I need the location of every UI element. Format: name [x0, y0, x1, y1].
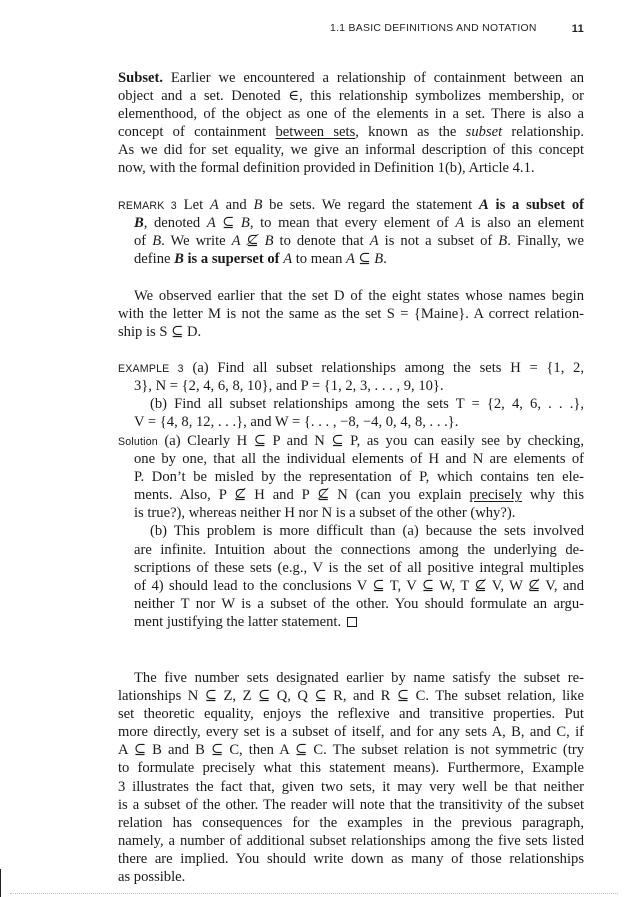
text-line: is true?), whereas neither H nor N is a subset of the other (why?). — [134, 505, 516, 522]
text-line: The five number sets designated earlier by name satisfy the subset re- — [134, 670, 584, 686]
underlined-phrase: between sets — [275, 124, 356, 141]
text: and — [218, 197, 254, 213]
text-line: as possible. — [118, 869, 186, 886]
text-line: As we did for set equality, we give an informal description of this concept — [118, 142, 584, 159]
text: define — [134, 251, 175, 268]
text-line: object and a set. Denoted ∈, this relationship symbolizes membership, or — [118, 88, 584, 105]
math: B — [152, 233, 162, 250]
text-line: with the letter M is not the same as the set S = {Maine}. A correct relation- — [118, 306, 584, 323]
text-line: elementhood, of the object as one of the elements in a set. There is also a — [118, 106, 584, 123]
text-line: (a) Clearly H ⊆ P and N ⊆ P, as you can easily see by checking, — [157, 433, 584, 449]
running-head-title: 1.1 BASIC DEFINITIONS AND NOTATION — [330, 23, 537, 34]
text-line: (b) This problem is more difficult than (a) because the sets involved — [150, 523, 584, 540]
remark-block — [118, 196, 584, 268]
text-line: 3}, N = {2, 4, 6, 8, 10}, and P = {1, 2, 3, . . . , 9, 10}. — [134, 378, 444, 395]
text-line: A ⊆ B and B ⊆ C, then A ⊆ C. The subset relation is not symmetric (try — [118, 742, 584, 759]
text: be sets. We regard the statement — [262, 197, 480, 213]
page-number: 11 — [571, 23, 584, 35]
math: A ⊆ B — [206, 215, 250, 232]
math: B — [174, 251, 184, 268]
text: is not a subset of — [378, 233, 499, 250]
text-line: set theoretic equality, enjoys the reflexive and transitive properties. Put — [118, 706, 584, 723]
math: A — [283, 251, 293, 268]
text-line: We observed earlier that the set D of the eight states whose names begin — [134, 288, 584, 304]
text-line: there are implied. You should write down as many of those relationships — [118, 850, 584, 867]
text-line: now, with the formal definition provided in Definition 1(b), Article 4.1. — [118, 160, 535, 177]
text: , denoted — [143, 215, 207, 232]
bold-term: is a subset of — [488, 197, 584, 213]
text: is also an element — [464, 215, 584, 232]
text-line: to formulate precisely what this statement means). Furthermore, Example — [118, 760, 584, 777]
math: B — [498, 233, 508, 250]
text-line: neither T nor W is a subset of the other. You should formulate an argu- — [134, 595, 584, 612]
italic-term: subset — [465, 124, 503, 141]
math: A — [479, 197, 489, 213]
qed-square-icon — [347, 617, 357, 627]
text-line: (a) Find all subset relationships among the sets H = {1, 2, — [183, 360, 584, 376]
text-line: are infinite. Intuition about the connections among the underlying de- — [134, 541, 584, 558]
example-label: EXAMPLE 3 — [118, 363, 184, 375]
math: B — [134, 215, 144, 232]
remark-label: REMARK 3 — [118, 200, 177, 212]
number-sets-paragraph — [118, 669, 584, 886]
text: , to mean that every element of — [249, 215, 456, 232]
text-line: scriptions of these sets (e.g., V is the set of all positive integral multiples — [134, 559, 584, 576]
text-line: why this — [522, 487, 584, 504]
text: . Finally, we — [507, 233, 584, 250]
underlined-word: precisely — [469, 487, 522, 504]
text-line: is a subset of the other. The reader will note that the transitivity of the subset — [118, 796, 584, 813]
text-line: P. Don’t be misled by the representation of P, which contains ten ele- — [134, 469, 584, 486]
math: A ⊆ B — [346, 251, 384, 268]
text-line: V = {4, 8, 12, . . .}, and W = {. . . , −8, −4, 0, 4, 8, . . .}. — [134, 414, 459, 431]
text: Let — [176, 197, 210, 213]
math: A — [369, 233, 379, 250]
text-line: relation has consequences for the examples in the previous paragraph, — [118, 814, 584, 831]
text-line: lationships N ⊆ Z, Z ⊆ Q, Q ⊆ R, and R ⊆ C. The subset relation, like — [118, 688, 584, 705]
math: A ⊈ B — [231, 233, 274, 250]
text-line: relationship. — [502, 124, 584, 141]
solution-block — [118, 432, 584, 631]
text: to mean — [292, 251, 347, 268]
text-line: concept of containment — [118, 124, 276, 141]
bold-term: is a superset of — [183, 251, 284, 268]
text-line: (b) Find all subset relationships among the sets T = {2, 4, 6, . . .}, — [150, 396, 584, 413]
text-line: more directly, every set is a subset of itself, and for any sets A, B, and C, if — [118, 724, 584, 741]
text-line: Earlier we encountered a relationship of containment between an — [163, 70, 584, 86]
subset-paragraph — [118, 69, 584, 178]
text-line: ship is S ⊆ D. — [118, 324, 202, 341]
text-line: 3 illustrates the fact that, given two sets, it may very well be that neither — [118, 778, 584, 795]
math: A — [209, 197, 219, 213]
text-line: , known as the — [355, 124, 466, 141]
math: B — [253, 197, 263, 213]
example-block — [118, 359, 584, 431]
text: to denote that — [273, 233, 370, 250]
math: A — [455, 215, 465, 232]
text-line: ments. Also, P ⊈ H and P ⊈ N (can you explain — [134, 487, 470, 504]
text-line: one by one, that all the individual elements of H and N are elements of — [134, 451, 584, 468]
subset-heading: Subset. — [118, 70, 164, 86]
text: of — [134, 233, 153, 250]
crop-mark — [0, 869, 8, 897]
scan-edge-line — [10, 893, 618, 894]
text-line: namely, a number of additional subset relationships among the five sets listed — [118, 832, 584, 849]
text-line: of 4) should lead to the conclusions V ⊆ T, V ⊆ W, T ⊈ V, W ⊈ V, and — [134, 577, 584, 594]
text: . — [383, 251, 387, 268]
text: . We write — [161, 233, 232, 250]
running-header — [330, 20, 584, 38]
solution-label: Solution — [118, 436, 158, 448]
text-line: ment justifying the latter statement. — [134, 613, 342, 630]
states-paragraph — [118, 287, 584, 341]
